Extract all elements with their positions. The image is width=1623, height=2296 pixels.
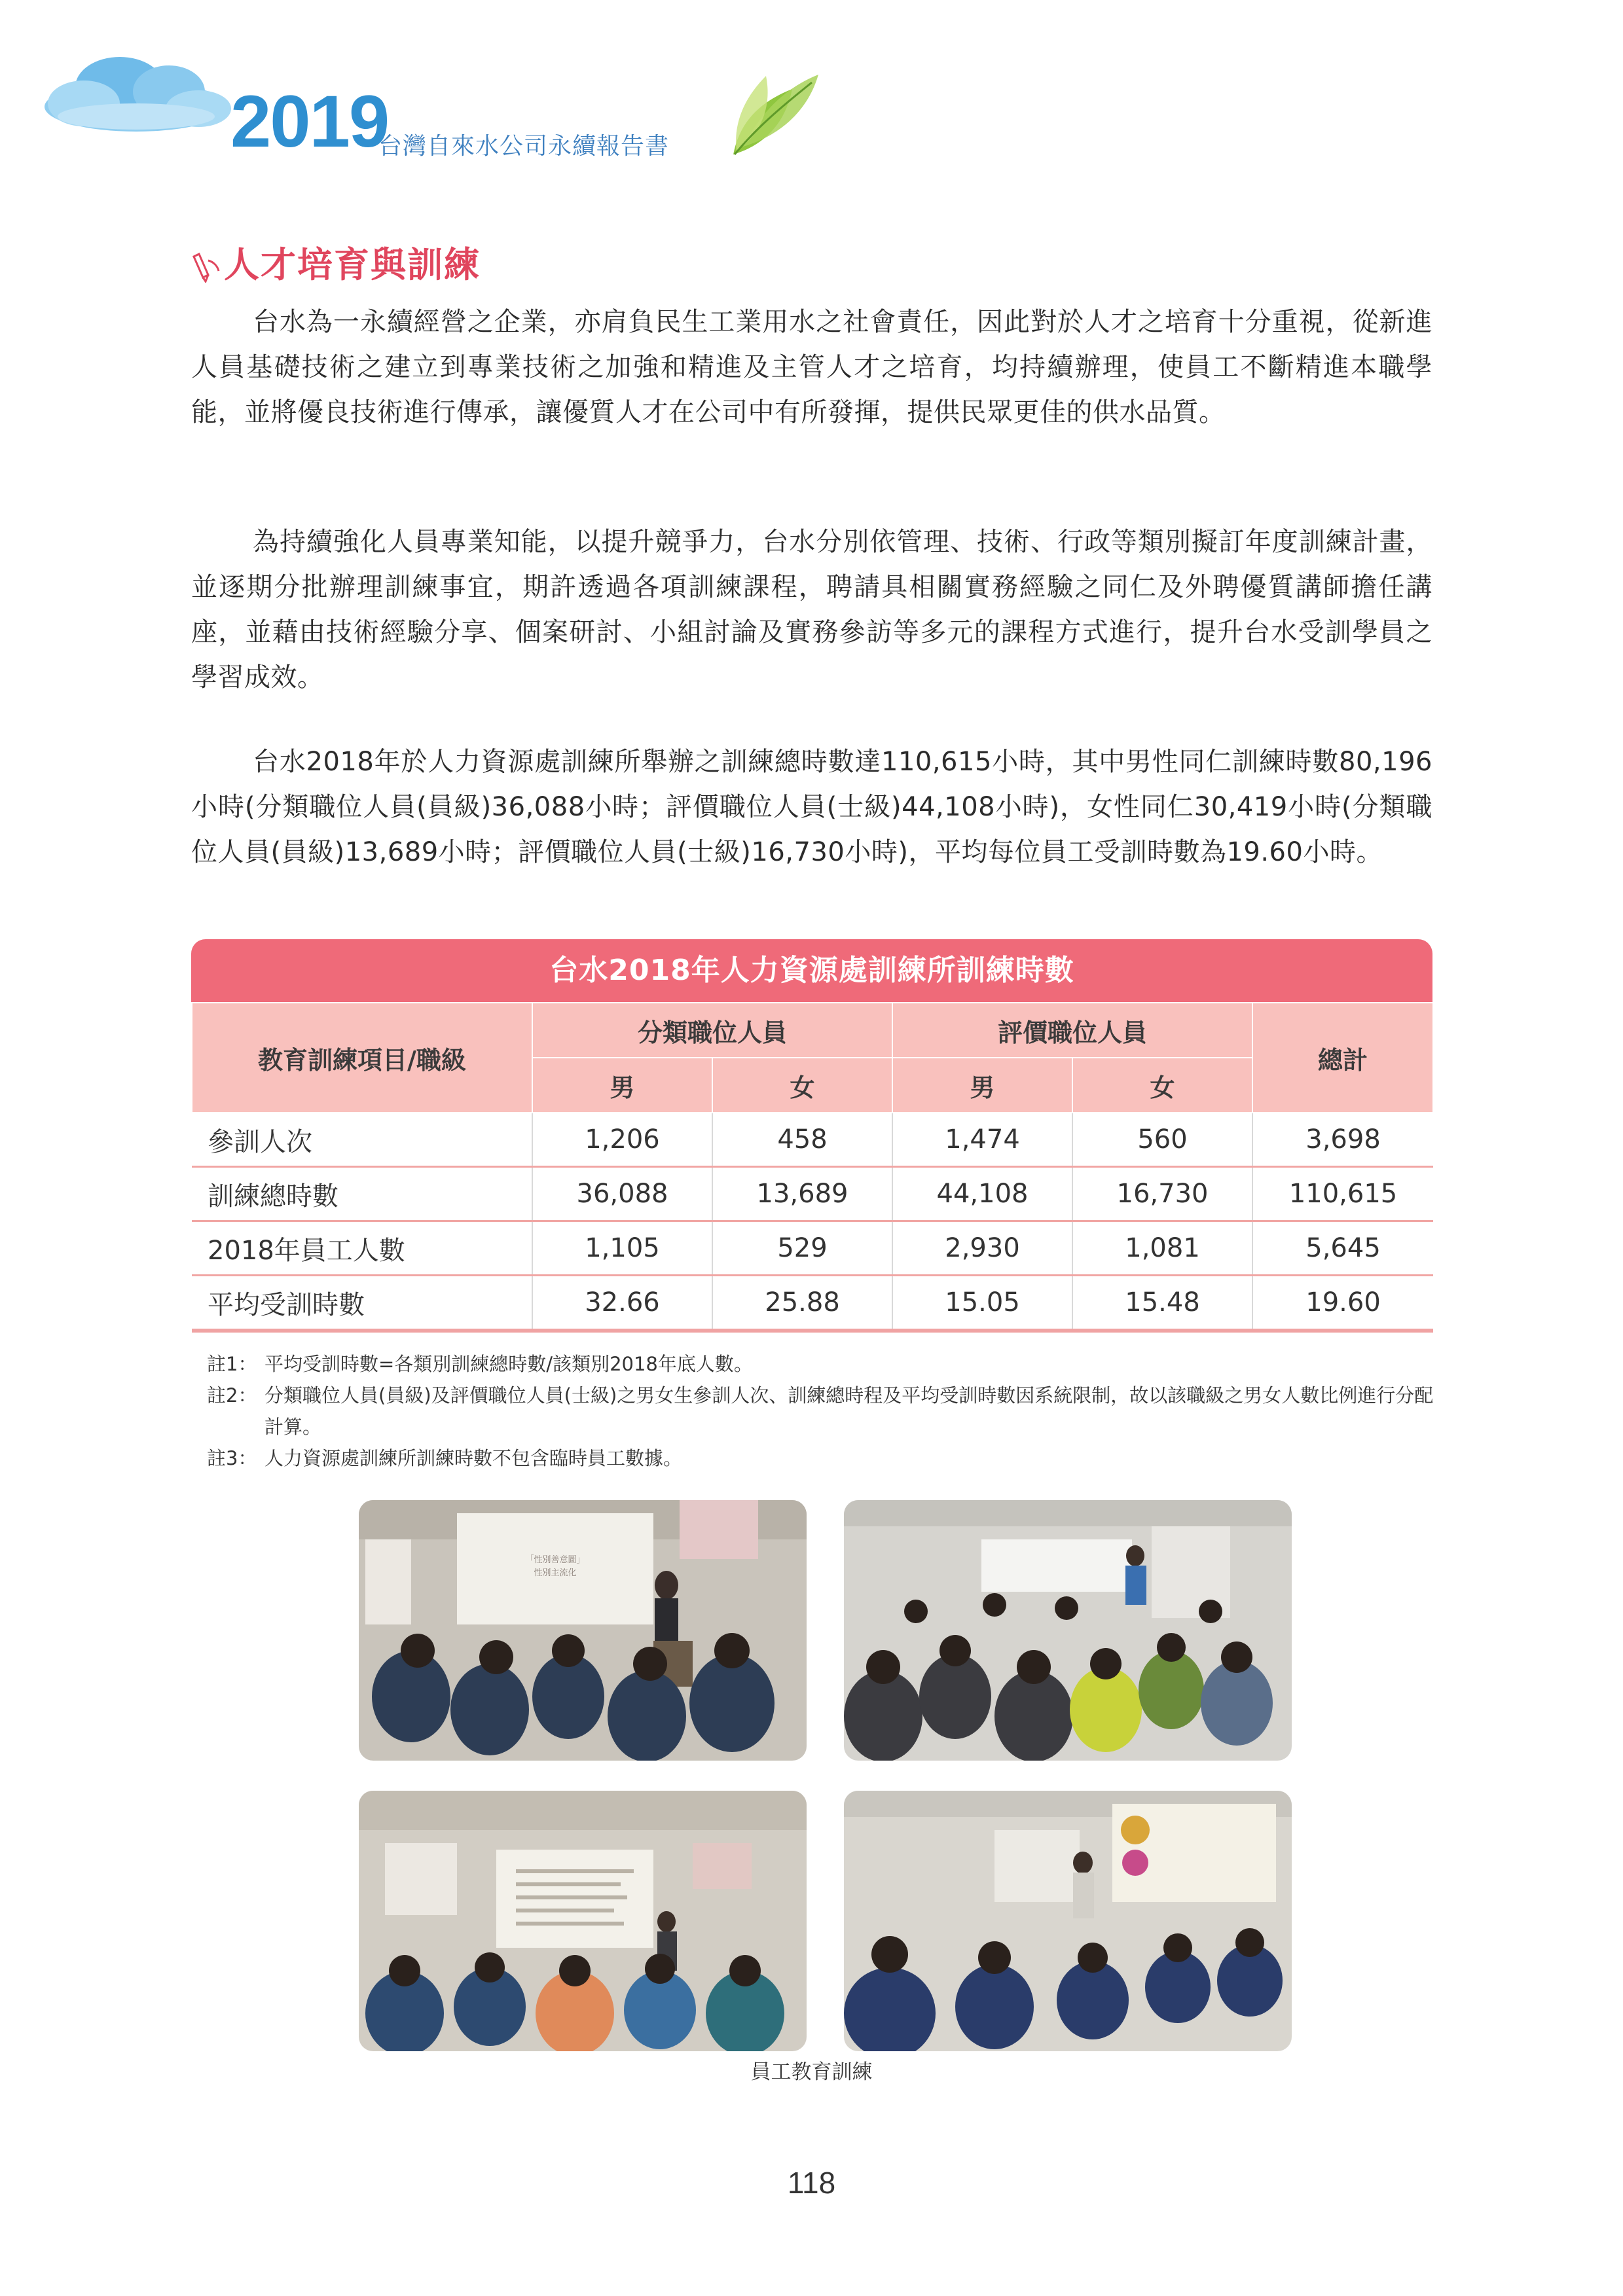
note [207, 1443, 1438, 1474]
paragraph: 為持續強化人員專業知能，以提升競爭力，台水分別依管理、技術、行政等類別擬訂年度訓練計畫，並逐期分批辦理訓練事宜，期許透過各項訓練課程，聘請具相關實務經驗之同仁及外聘優質講師擔任講座，並藉由技術經驗分享、個案研討、小組討論及實務參訪等多元的課程方式進行，提升台水受訓學員之學習成效。 [191, 527, 1432, 692]
female-header: 女 [1072, 1058, 1252, 1113]
note [207, 1348, 1438, 1380]
table-cell: 15.05 [892, 1276, 1072, 1331]
table-cell: 1,081 [1072, 1221, 1252, 1276]
note-label: 註3： [207, 1447, 257, 1469]
report-year: 2019 [230, 81, 389, 162]
paragraph: 台水2018年於人力資源處訓練所舉辦之訓練總時數達110,615小時，其中男性同仁訓練時數80,196小時(分類職位人員(員級)36,088小時；評價職位人員(士級)44,108小時)，女性同仁30,419小時(分類職位人員(員級)13,689小時；評價職位人員(士級)16,730小時)，平均每位員工受訓時數為19.60小時。 [191, 747, 1432, 867]
table-cell: 529 [712, 1221, 892, 1276]
table-row [192, 1113, 1433, 1167]
row-label: 參訓人次 [192, 1113, 532, 1167]
training-photo [359, 1500, 807, 1761]
table-cell: 5,645 [1252, 1221, 1433, 1276]
group-header-classified: 分類職位人員 [532, 1003, 892, 1058]
row-label: 2018年員工人數 [192, 1221, 532, 1276]
table-cell: 44,108 [892, 1167, 1072, 1221]
note-text: 人力資源處訓練所訓練時數不包含臨時員工數據。 [264, 1447, 683, 1469]
table-cell: 458 [712, 1113, 892, 1167]
table-row [192, 1167, 1433, 1221]
table-cell: 25.88 [712, 1276, 892, 1331]
photo-caption: 員工教育訓練 [750, 2060, 873, 2084]
table-cell: 3,698 [1252, 1113, 1433, 1167]
table-caption: 台水2018年人力資源處訓練所訓練時數 [191, 939, 1432, 1002]
projection-text: 性別主流化 [534, 1568, 577, 1578]
male-header: 男 [892, 1058, 1072, 1113]
note [207, 1380, 1438, 1443]
note-text: 平均受訓時數=各類別訓練總時數/該類別2018年底人數。 [264, 1353, 753, 1375]
note-text: 分類職位人員(員級)及評價職位人員(士級)之男女生參訓人次、訓練總時程及平均受訓時數因系統限制，故以該職級之男女人數比例進行分配計算。 [264, 1384, 1434, 1438]
page-number: 118 [787, 2166, 836, 2200]
total-header: 總計 [1252, 1003, 1433, 1113]
report-title: 台灣自來水公司永續報告書 [378, 133, 670, 160]
projection-text: 「性別善意圖」 [525, 1555, 585, 1565]
table-row [192, 1276, 1433, 1331]
pencil-icon [189, 249, 223, 283]
table-cell: 16,730 [1072, 1167, 1252, 1221]
row-label: 訓練總時數 [192, 1167, 532, 1221]
table-cell: 560 [1072, 1113, 1252, 1167]
table-row [192, 1221, 1433, 1276]
table-cell: 2,930 [892, 1221, 1072, 1276]
training-photo [844, 1500, 1292, 1761]
leaf-icon [720, 63, 825, 161]
male-header: 男 [532, 1058, 712, 1113]
table-cell: 1,105 [532, 1221, 712, 1276]
note-label: 註1： [207, 1353, 257, 1375]
row-label: 平均受訓時數 [192, 1276, 532, 1331]
training-photo [359, 1791, 807, 2051]
cloud-icon [38, 51, 241, 136]
note-label: 註2： [207, 1384, 257, 1407]
training-photo [844, 1791, 1292, 2051]
section-title: 人才培育與訓練 [224, 244, 481, 285]
table-cell: 19.60 [1252, 1276, 1433, 1331]
group-header-evaluated: 評價職位人員 [892, 1003, 1252, 1058]
table-cell: 13,689 [712, 1167, 892, 1221]
paragraph: 台水為一永續經營之企業，亦肩負民生工業用水之社會責任，因此對於人才之培育十分重視，從新進人員基礎技術之建立到專業技術之加強和精進及主管人才之培育，均持續辦理，使員工不斷精進本職學能，並將優良技術進行傳承，讓優質人才在公司中有所發揮，提供民眾更佳的供水品質。 [191, 307, 1432, 427]
table-cell: 110,615 [1252, 1167, 1433, 1221]
table-cell: 15.48 [1072, 1276, 1252, 1331]
table-cell: 36,088 [532, 1167, 712, 1221]
table-cell: 32.66 [532, 1276, 712, 1331]
table-cell: 1,206 [532, 1113, 712, 1167]
row-header: 教育訓練項目/職級 [192, 1003, 532, 1113]
female-header: 女 [712, 1058, 892, 1113]
table-cell: 1,474 [892, 1113, 1072, 1167]
table-notes [207, 1348, 1438, 1474]
training-hours-table [191, 939, 1432, 1333]
